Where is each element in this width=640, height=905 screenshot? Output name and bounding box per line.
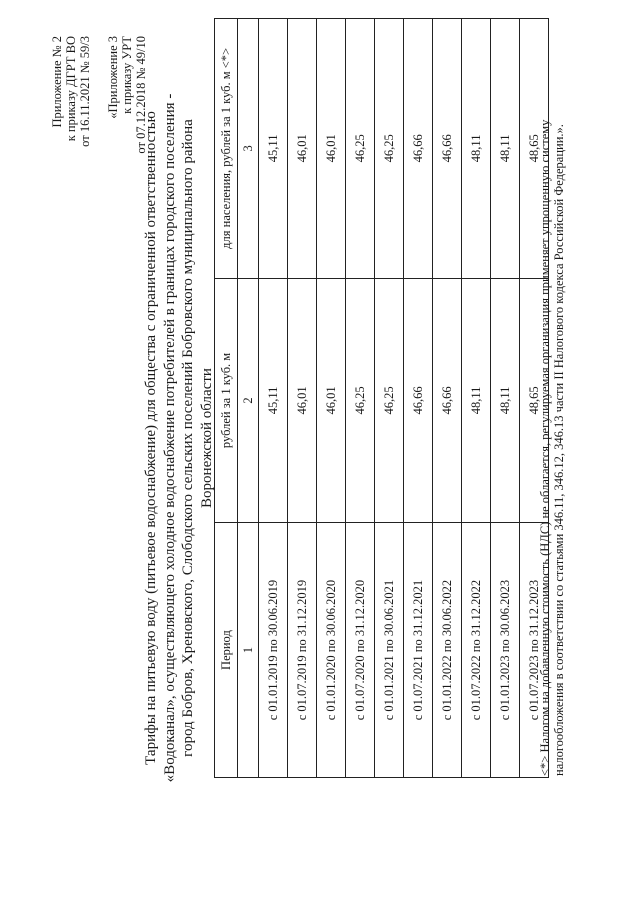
appendix-old-line1: «Приложение 3 [106, 36, 120, 119]
tariff-cell: 45,11 [259, 278, 288, 522]
period-cell: с 01.07.2022 по 31.12.2022 [462, 523, 491, 778]
header-period: Период [215, 523, 238, 778]
footnote-line1: <*> Налогом на добавленную стоимость (НДС) не облагается, регулируемая организация применяет упрощенную систему [538, 119, 552, 776]
appendix-new-line2: к приказу ДГРТ ВО [64, 36, 78, 142]
table-row [317, 19, 346, 778]
appendix-new-line1: Приложение № 2 [50, 36, 64, 128]
table-row [346, 19, 375, 778]
column-number-row [238, 19, 259, 778]
tariff-cell: 46,66 [404, 278, 433, 522]
title-line4: Воронежской области [198, 368, 215, 508]
appendix-old-line2: к приказу УРТ [120, 36, 134, 114]
tariff-cell: 46,25 [375, 278, 404, 522]
footnote-line2: налогообложения в соответствии со статьями 346.11, 346.12, 346.13 части II Налогового кодекса Российской Федерации.». [552, 124, 566, 776]
appendix-old-line3: от 07.12.2018 № 49/10 [134, 36, 148, 154]
table-row [462, 19, 491, 778]
table-row [375, 19, 404, 778]
header-tariff: рублей за 1 куб. м [215, 278, 238, 522]
table-row [288, 19, 317, 778]
period-cell: с 01.01.2022 по 30.06.2022 [433, 523, 462, 778]
period-cell: с 01.01.2021 по 30.06.2021 [375, 523, 404, 778]
population-tariff-cell: 46,01 [317, 19, 346, 279]
column-number: 2 [238, 278, 259, 522]
period-cell: с 01.01.2023 по 30.06.2023 [491, 523, 520, 778]
table-row [404, 19, 433, 778]
tariff-cell: 48,11 [462, 278, 491, 522]
appendix-new-line3: от 16.11.2021 № 59/3 [78, 36, 92, 147]
period-cell: с 01.07.2023 по 31.12.2023 [520, 523, 549, 778]
tariff-cell: 46,25 [346, 278, 375, 522]
column-number: 1 [238, 523, 259, 778]
title-line3: город Бобров, Хреновского, Слободского сельских поселений Бобровского муниципального района [180, 119, 196, 757]
population-tariff-cell: 46,25 [375, 19, 404, 279]
tariff-cell: 46,66 [433, 278, 462, 522]
tariff-cell: 46,01 [317, 278, 346, 522]
footnote [538, 28, 566, 776]
column-number: 3 [238, 19, 259, 279]
table-row [433, 19, 462, 778]
period-cell: с 01.01.2019 по 30.06.2019 [259, 523, 288, 778]
table-header-row [215, 19, 238, 778]
title-line1: Тарифы на питьевую воду (питьевое водоснабжение) для общества с ограниченной ответственностью [143, 111, 159, 765]
header-population: для населения, рублей за 1 куб. м <*> [215, 19, 238, 279]
table-row [259, 19, 288, 778]
table-row [491, 19, 520, 778]
period-cell: с 01.07.2021 по 31.12.2021 [404, 523, 433, 778]
population-tariff-cell: 46,66 [404, 19, 433, 279]
population-tariff-cell: 45,11 [259, 19, 288, 279]
tariff-cell: 48,65 [520, 278, 549, 522]
period-cell: с 01.01.2020 по 30.06.2020 [317, 523, 346, 778]
period-cell: с 01.07.2020 по 31.12.2020 [346, 523, 375, 778]
tariff-cell: 46,01 [288, 278, 317, 522]
document-page [50, 8, 590, 868]
population-tariff-cell: 48,65 [520, 19, 549, 279]
appendix-header [50, 36, 148, 154]
tariff-table [214, 18, 549, 778]
population-tariff-cell: 48,11 [491, 19, 520, 279]
period-cell: с 01.07.2019 по 31.12.2019 [288, 523, 317, 778]
document-title [142, 8, 216, 868]
population-tariff-cell: 46,01 [288, 19, 317, 279]
title-line2: «Водоканал», осуществляющего холодное водоснабжение потребителей в границах городского поселения - [161, 93, 178, 783]
population-tariff-cell: 46,66 [433, 19, 462, 279]
tariff-cell: 48,11 [491, 278, 520, 522]
population-tariff-cell: 48,11 [462, 19, 491, 279]
population-tariff-cell: 46,25 [346, 19, 375, 279]
